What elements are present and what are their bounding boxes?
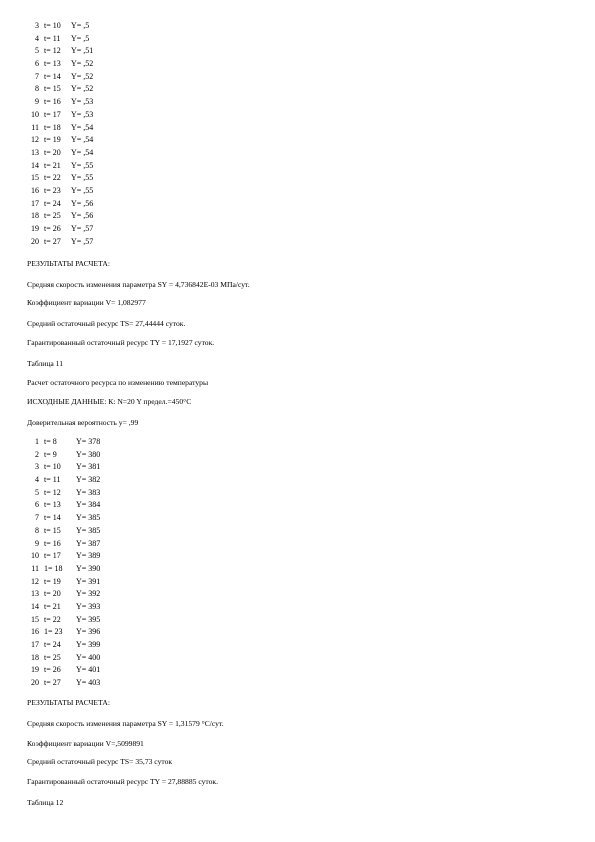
row-number: 12 <box>31 576 39 586</box>
row-number: 13 <box>31 147 39 157</box>
row-number: 13 <box>31 589 39 599</box>
row-number: 3 <box>35 21 39 30</box>
row-time: t= 22 <box>44 614 61 624</box>
row-value: Y= 401 <box>76 665 101 675</box>
row-value: Y= 380 <box>76 449 101 459</box>
row-number: 9 <box>35 97 39 107</box>
row-value: Y= 381 <box>76 462 101 472</box>
row-value: Y= 385 <box>76 513 101 523</box>
row-number: 9 <box>35 538 39 548</box>
row-time: t= 15 <box>44 525 61 535</box>
results-guaranteed-resource: Гарантированный остаточный ресурс TY = 17,1927 суток. <box>27 338 215 347</box>
row-time: t= 15 <box>44 84 61 94</box>
row-number: 14 <box>31 160 39 170</box>
row-time: t= 26 <box>44 665 61 675</box>
row-time: t= 17 <box>44 551 61 561</box>
row-number: 3 <box>35 462 39 472</box>
row-value: Y= ,53 <box>71 109 94 119</box>
row-time: t= 21 <box>44 601 61 611</box>
row-time: t= 13 <box>44 59 61 69</box>
row-value: Y= 384 <box>76 500 101 510</box>
row-value: Y= ,55 <box>71 173 94 183</box>
row-value: Y= 391 <box>76 576 101 586</box>
row-time: t= 25 <box>44 211 61 221</box>
results-speed: Средняя скорость изменения параметра SY = 1,31579 °С/сут. <box>27 719 224 728</box>
row-number: 5 <box>35 487 39 497</box>
row-number: 8 <box>35 84 39 94</box>
row-value: Y= ,51 <box>71 46 94 56</box>
row-number: 16 <box>31 627 39 637</box>
row-value: Y= ,5 <box>71 21 90 30</box>
row-time: t= 10 <box>44 21 61 30</box>
row-number: 7 <box>35 513 39 523</box>
row-time: 1= 23 <box>44 627 63 637</box>
row-number: 6 <box>35 500 39 510</box>
results-avg-resource: Средний остаточный ресурс TS= 35,73 суток <box>27 757 173 766</box>
row-number: 20 <box>31 678 39 688</box>
row-number: 11 <box>31 122 39 132</box>
row-time: t= 22 <box>44 173 61 183</box>
row-number: 20 <box>31 236 39 246</box>
row-time: t= 8 <box>44 437 57 446</box>
row-time: t= 24 <box>44 640 61 649</box>
row-value: Y= ,54 <box>71 122 94 132</box>
row-time: t= 9 <box>44 449 57 459</box>
results-variation: Коэффициент вариации V= 1,082977 <box>27 298 146 307</box>
row-time: t= 20 <box>44 589 61 599</box>
table-title: Расчет остаточного ресурса по изменению температуры <box>27 378 209 387</box>
row-time: t= 25 <box>44 652 61 662</box>
row-time: t= 21 <box>44 160 61 170</box>
row-time: t= 26 <box>44 224 61 233</box>
row-value: Y= ,52 <box>71 71 94 81</box>
row-time: t= 17 <box>44 109 61 119</box>
results-heading: РЕЗУЛЬТАТЫ РАСЧЕТА: <box>27 259 110 268</box>
row-time: t= 14 <box>44 513 61 523</box>
row-number: 7 <box>35 71 39 81</box>
row-time: t= 19 <box>44 576 61 586</box>
row-number: 4 <box>35 33 39 43</box>
results-variation: Коэффициент вариации V=,5099891 <box>27 739 144 748</box>
row-time: t= 16 <box>44 538 61 548</box>
row-time: t= 18 <box>44 122 61 132</box>
row-time: t= 11 <box>44 33 61 43</box>
row-value: Y= 378 <box>76 437 101 446</box>
row-number: 5 <box>35 46 39 56</box>
row-number: 11 <box>31 563 39 573</box>
confidence-line: Доверительная вероятность y= ,99 <box>27 418 139 427</box>
row-number: 18 <box>31 652 39 662</box>
row-value: Y= ,56 <box>71 198 94 208</box>
row-value: Y= ,52 <box>71 59 94 69</box>
row-number: 4 <box>35 475 39 485</box>
row-value: Y= 396 <box>76 627 101 637</box>
row-time: t= 23 <box>44 185 61 195</box>
row-value: Y= 403 <box>76 678 101 688</box>
row-value: Y= 382 <box>76 475 101 485</box>
results-guaranteed-resource: Гарантированный остаточный ресурс TY = 27,88885 суток. <box>27 777 218 786</box>
row-value: Y= ,57 <box>71 236 94 246</box>
row-value: Y= ,54 <box>71 135 94 145</box>
row-value: Y= ,56 <box>71 211 94 221</box>
row-time: 1= 18 <box>44 563 63 573</box>
row-value: Y= 390 <box>76 563 101 573</box>
row-time: t= 27 <box>44 236 61 246</box>
row-value: Y= ,5 <box>71 33 90 43</box>
row-number: 10 <box>31 551 39 561</box>
row-value: Y= 389 <box>76 551 101 561</box>
row-time: t= 16 <box>44 97 61 107</box>
row-value: Y= 400 <box>76 652 101 662</box>
row-number: 2 <box>35 449 39 459</box>
row-value: Y= ,54 <box>71 147 94 157</box>
row-value: Y= 385 <box>76 525 101 535</box>
row-value: Y= ,55 <box>71 160 94 170</box>
row-number: 8 <box>35 525 39 535</box>
row-number: 15 <box>31 614 39 624</box>
input-data-line: ИСХОДНЫЕ ДАННЫЕ: К: N=20 Y предел.=450°С <box>27 397 192 406</box>
row-number: 14 <box>31 601 39 611</box>
results-avg-resource: Средний остаточный ресурс TS= 27,44444 суток. <box>27 319 186 328</box>
row-value: Y= ,53 <box>71 97 94 107</box>
row-time: t= 20 <box>44 147 61 157</box>
row-number: 16 <box>31 185 39 195</box>
row-time: t= 10 <box>44 462 61 472</box>
row-time: t= 12 <box>44 487 61 497</box>
row-number: 12 <box>31 135 39 145</box>
table-caption: Таблица 12 <box>27 798 64 807</box>
row-time: t= 11 <box>44 475 61 485</box>
row-value: Y= 387 <box>76 538 101 548</box>
row-value: Y= ,55 <box>71 185 94 195</box>
row-time: t= 12 <box>44 46 61 56</box>
table-caption: Таблица 11 <box>27 359 63 368</box>
row-number: 17 <box>31 198 39 208</box>
row-time: t= 19 <box>44 135 61 145</box>
row-value: Y= ,52 <box>71 84 94 94</box>
row-number: 18 <box>31 211 39 221</box>
row-number: 19 <box>31 665 39 675</box>
row-number: 10 <box>31 109 39 119</box>
row-number: 1 <box>35 437 39 446</box>
row-value: Y= 399 <box>76 640 101 649</box>
row-number: 15 <box>31 173 39 183</box>
row-value: Y= ,57 <box>71 224 94 233</box>
results-speed: Средняя скорость изменения параметра SY = 4,736842E-03 МПа/сут. <box>27 280 250 289</box>
row-time: t= 13 <box>44 500 61 510</box>
row-time: t= 27 <box>44 678 61 688</box>
row-number: 17 <box>31 640 39 649</box>
row-value: Y= 392 <box>76 589 101 599</box>
results-heading: РЕЗУЛЬТАТЫ РАСЧЕТА: <box>27 698 110 707</box>
row-value: Y= 395 <box>76 614 101 624</box>
row-number: 6 <box>35 59 39 69</box>
row-time: t= 24 <box>44 198 61 208</box>
row-value: Y= 383 <box>76 487 101 497</box>
row-time: t= 14 <box>44 71 61 81</box>
row-value: Y= 393 <box>76 601 101 611</box>
row-number: 19 <box>31 224 39 233</box>
